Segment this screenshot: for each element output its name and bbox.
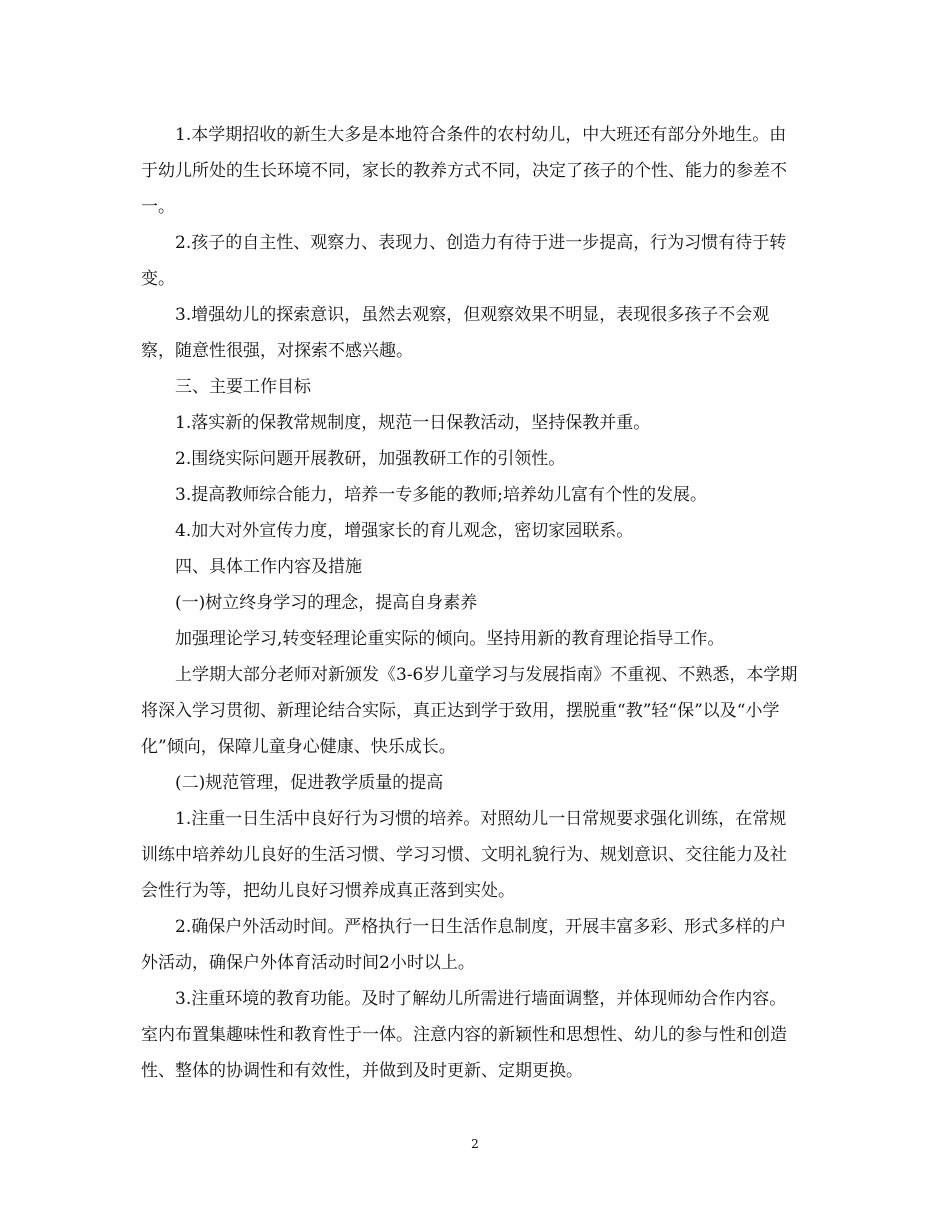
paragraph-theory: 加强理论学习,转变轻理论重实际的倾向。坚持用新的教育理论指导工作。 [175,629,725,649]
goal-item-4: 4.加大对外宣传力度，增强家长的育儿观念，密切家园联系。 [175,521,634,541]
section-heading-4: 四、具体工作内容及措施 [175,557,362,577]
subsection-heading-1: (一)树立终身学习的理念，提高自身素养 [175,593,478,613]
measure-item-3: 3.注重环境的教育功能。及时了解幼儿所需进行墙面调整，并体现师幼合作内容。室内布置集趣味性和教育性于一体。注意内容的新颖性和思想性、幼儿的参与性和创造性、整体的协调性和有效性，并做到及时更新、定期更换。 [141,989,787,1081]
goal-item-2: 2.围绕实际问题开展教研，加强教研工作的引领性。 [175,449,566,469]
goal-item-3: 3.提高教师综合能力，培养一专多能的教师;培养幼儿富有个性的发展。 [175,485,707,505]
subsection-heading-2: (二)规范管理，促进教学质量的提高 [175,773,444,793]
goal-item-1: 1.落实新的保教常规制度，规范一日保教活动，坚持保教并重。 [175,413,651,433]
document-body [141,117,801,1089]
paragraph-2: 2.孩子的自主性、观察力、表现力、创造力有待于进一步提高，行为习惯有待于转变。 [141,233,787,289]
paragraph-3: 3.增强幼儿的探索意识，虽然去观察，但观察效果不明显，表现很多孩子不会观察，随意性很强，对探索不感兴趣。 [141,305,770,361]
measure-item-2: 2.确保户外活动时间。严格执行一日生活作息制度，开展丰富多彩、形式多样的户外活动，确保户外体育活动时间2小时以上。 [141,917,787,973]
paragraph-1: 1.本学期招收的新生大多是本地符合条件的农村幼儿，中大班还有部分外地生。由于幼儿所处的生长环境不同，家长的教养方式不同，决定了孩子的个性、能力的参差不一。 [141,125,787,217]
paragraph-guide: 上学期大部分老师对新颁发《3-6岁儿童学习与发展指南》不重视、不熟悉，本学期将深入学习贯彻、新理论结合实际，真正达到学于致用，摆脱重“教”轻“保”以及“小学化”倾向，保障儿童身心健康、快乐成长。 [141,665,798,757]
section-heading-3: 三、主要工作目标 [175,377,311,397]
measure-item-1: 1.注重一日生活中良好行为习惯的培养。对照幼儿一日常规要求强化训练，在常规训练中培养幼儿良好的生活习惯、学习习惯、文明礼貌行为、规划意识、交往能力及社会性行为等，把幼儿良好习惯养成真正落到实处。 [141,809,787,901]
page-number: 2 [471,1137,479,1151]
